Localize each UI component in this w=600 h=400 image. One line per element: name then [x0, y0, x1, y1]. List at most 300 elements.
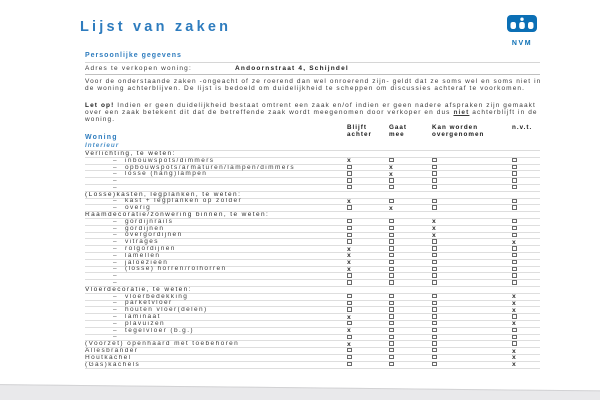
row-label — [85, 219, 343, 225]
dash: – — [113, 266, 119, 273]
row-label — [85, 307, 343, 313]
dash: – — [113, 164, 119, 171]
row-label-text: Allesbrander — [85, 348, 139, 355]
checkbox-box — [432, 307, 437, 311]
checkbox-box — [512, 246, 517, 250]
checkbox — [385, 232, 428, 238]
table-row — [85, 362, 540, 369]
nvm-logo-text: NVM — [511, 40, 533, 47]
nvm-logo-icon — [507, 15, 537, 34]
checkbox — [508, 165, 540, 171]
checkbox — [343, 273, 385, 279]
checkbox-box — [512, 199, 517, 203]
checkbox-box — [432, 171, 437, 175]
checkbox — [428, 260, 508, 266]
checkbox-box — [389, 246, 394, 250]
checkbox — [508, 334, 540, 340]
row-label — [85, 314, 343, 320]
checkbox-box — [389, 199, 394, 203]
checkbox-box — [389, 294, 394, 298]
checkbox — [385, 300, 428, 306]
checkbox-box — [347, 348, 352, 352]
checkbox — [428, 253, 508, 259]
checkbox — [343, 362, 385, 368]
row-label-text: kast + legplanken op zolder — [125, 198, 243, 205]
checkbox — [508, 171, 540, 177]
row-label — [85, 328, 343, 334]
row-label-text: parketvloer — [125, 300, 173, 307]
checkbox — [508, 198, 540, 204]
x-mark: x — [512, 362, 518, 368]
checkbox-box — [347, 355, 352, 359]
checkbox-box — [512, 219, 517, 223]
checkbox — [508, 158, 540, 164]
checkbox — [428, 178, 508, 184]
dash: – — [113, 246, 119, 253]
checkbox-box — [389, 219, 394, 223]
checkbox — [343, 355, 385, 361]
checkbox — [428, 294, 508, 300]
checkbox — [385, 314, 428, 320]
dash: – — [113, 232, 119, 239]
checkbox-box — [347, 219, 352, 223]
checkbox-box — [347, 280, 352, 284]
row-label-text: Raamdecoratie/zonwering binnen, te weten: — [85, 212, 270, 219]
row-label-text: overgordijnen — [125, 232, 183, 239]
x-mark: x — [432, 226, 438, 232]
dash: – — [113, 293, 119, 300]
checkbox-box — [389, 335, 394, 339]
checkbox-box — [432, 280, 437, 284]
checkbox — [428, 158, 508, 164]
column-header-nvt: n.v.t. — [512, 124, 533, 131]
checkbox-box — [432, 253, 437, 257]
checkbox-box — [389, 260, 394, 264]
checkbox — [385, 328, 428, 334]
checkbox-box — [432, 239, 437, 243]
checkbox-box — [512, 328, 517, 332]
column-header-gaat-mee: Gaat mee — [389, 124, 407, 138]
checkbox — [343, 300, 385, 306]
checkbox — [385, 239, 428, 245]
checkbox — [385, 185, 428, 191]
checkbox-box — [512, 335, 517, 339]
checkbox-box — [512, 185, 517, 189]
checkbox-box — [389, 233, 394, 237]
checkbox — [385, 219, 428, 225]
checkbox — [428, 321, 508, 327]
checkbox — [428, 171, 508, 177]
checkbox-box — [347, 239, 352, 243]
row-label — [85, 192, 343, 198]
checkbox — [385, 307, 428, 313]
row-label-text: Houtkachel — [85, 354, 132, 361]
row-label-text: gordijnrails — [125, 218, 174, 225]
table-group — [85, 124, 343, 149]
row-label — [85, 246, 343, 252]
dash: – — [113, 259, 119, 266]
checkbox — [428, 165, 508, 171]
row-label — [85, 165, 343, 171]
checkbox — [385, 321, 428, 327]
row-label — [85, 239, 343, 245]
checkbox-box — [347, 362, 352, 366]
group-subtitle: Interieur — [85, 142, 120, 149]
checkbox — [428, 266, 508, 272]
dash: – — [113, 307, 119, 314]
checkbox — [428, 328, 508, 334]
dash: – — [113, 205, 119, 212]
checkbox-box — [389, 178, 394, 182]
checkbox — [385, 260, 428, 266]
row-label-text: (Voorzet) openhaard met toebehoren — [85, 341, 240, 348]
checkbox-box — [512, 267, 517, 271]
checkbox — [343, 321, 385, 327]
column-header-blijft-achter: Blijft achter — [347, 124, 372, 138]
intro-paragraph: Voor de onderstaande zaken -ongeacht of ze roerend dan wel onroerend zijn- geldt dat ze soms wel en soms niet in de woning achterblijven. De lijst is bedoeld om duidelijkheid te scheppen om discussies achteraf te voorkomen. — [85, 78, 542, 92]
checkbox-box — [432, 165, 437, 169]
row-label-text: lamellen — [125, 252, 161, 259]
checkbox-box — [389, 348, 394, 352]
checkbox — [343, 171, 385, 177]
warning-emphasized: niet — [453, 108, 470, 116]
checkbox — [343, 226, 385, 232]
x-mark: x — [347, 314, 353, 320]
checkbox-box — [432, 260, 437, 264]
checkbox-box — [389, 267, 394, 271]
row-label — [85, 294, 343, 300]
row-label — [85, 253, 343, 259]
checkbox-box — [432, 314, 437, 318]
checkbox-box — [347, 205, 352, 209]
checkbox — [428, 300, 508, 306]
x-mark: x — [389, 164, 395, 170]
checkbox-box — [512, 233, 517, 237]
checkbox — [428, 341, 508, 347]
dash: – — [113, 218, 119, 225]
row-label-text: Vloerdecoratie, te weten: — [85, 286, 192, 293]
group-title: Woning — [85, 134, 118, 141]
row-label — [85, 280, 343, 286]
checkbox-box — [347, 335, 352, 339]
row-label — [85, 158, 343, 164]
checkbox-box — [347, 226, 352, 230]
checkbox — [428, 205, 508, 211]
row-label — [85, 171, 343, 177]
dash: – — [113, 178, 119, 185]
column-header-kan-worden-overgenomen: Kan worden overgenomen — [432, 124, 485, 138]
checkbox — [385, 246, 428, 252]
checkbox — [343, 307, 385, 313]
checkbox — [508, 266, 540, 272]
row-label — [85, 151, 343, 157]
dash: – — [113, 314, 119, 321]
row-label-text: laminaat — [125, 314, 161, 321]
warning-paragraph — [85, 103, 547, 123]
checkbox-box — [512, 280, 517, 284]
checkbox-box — [347, 321, 352, 325]
dash: – — [113, 225, 119, 232]
dash: – — [113, 252, 119, 259]
page-bottom-edge — [0, 384, 600, 400]
nvm-logo — [502, 15, 542, 47]
x-mark: x — [512, 294, 518, 300]
checkbox-box — [432, 205, 437, 209]
checkbox-box — [432, 328, 437, 332]
checkbox-box — [432, 341, 437, 345]
checkbox — [385, 198, 428, 204]
checkbox — [508, 226, 540, 232]
table-header — [85, 124, 540, 149]
checkbox-box — [347, 171, 352, 175]
checkbox — [385, 273, 428, 279]
dash: – — [113, 157, 119, 164]
checkbox-box — [432, 335, 437, 339]
x-mark: x — [389, 205, 395, 211]
checkbox — [508, 328, 540, 334]
checkbox — [508, 219, 540, 225]
row-label — [85, 232, 343, 238]
address-row — [85, 62, 540, 75]
checkbox — [343, 185, 385, 191]
row-label-text: jaloezieën — [125, 259, 169, 266]
dash: – — [113, 334, 119, 341]
checkbox — [428, 355, 508, 361]
checkbox — [428, 280, 508, 286]
checkbox-box — [432, 348, 437, 352]
checkbox-box — [512, 171, 517, 175]
checkbox — [385, 280, 428, 286]
checkbox-box — [432, 294, 437, 298]
row-label-text: tegelvloer (b.g.) — [125, 327, 194, 334]
warning-tail: achterblijft in de woning. — [85, 108, 538, 123]
checkbox — [508, 314, 540, 320]
checkbox — [343, 178, 385, 184]
row-label-text: overig — [125, 205, 152, 212]
x-mark: x — [512, 348, 518, 354]
dash: – — [113, 327, 119, 334]
checkbox-box — [347, 178, 352, 182]
checkbox — [343, 280, 385, 286]
row-label — [85, 334, 343, 340]
checkbox-box — [432, 185, 437, 189]
row-label — [85, 212, 343, 218]
checkbox — [428, 348, 508, 354]
checkbox — [508, 185, 540, 191]
x-mark: x — [347, 246, 353, 252]
row-label-text: plavuizen — [125, 320, 166, 327]
checkbox-box — [432, 267, 437, 271]
dash: – — [113, 171, 119, 178]
checkbox-box — [389, 341, 394, 345]
checkbox — [508, 341, 540, 347]
checkbox-box — [389, 273, 394, 277]
checkbox-box — [347, 307, 352, 311]
checkbox-box — [389, 239, 394, 243]
checkbox-box — [347, 165, 352, 169]
checkbox-box — [389, 185, 394, 189]
row-label-text: losse (hang)lampen — [125, 171, 208, 178]
checkbox — [343, 294, 385, 300]
x-mark: x — [512, 307, 518, 313]
checkbox — [428, 239, 508, 245]
row-label-text: vitrages — [125, 239, 159, 246]
dash: – — [113, 198, 119, 205]
x-mark: x — [432, 219, 438, 225]
x-mark: x — [347, 253, 353, 259]
checkbox — [508, 280, 540, 286]
checkbox — [385, 158, 428, 164]
row-label — [85, 362, 343, 368]
checkbox-box — [389, 314, 394, 318]
checkbox-box — [389, 355, 394, 359]
row-label — [85, 260, 343, 266]
row-label — [85, 178, 343, 184]
x-mark: x — [512, 300, 518, 306]
x-mark: x — [347, 158, 353, 164]
x-mark: x — [512, 321, 518, 327]
checkbox-box — [512, 314, 517, 318]
checkbox — [343, 205, 385, 211]
checkbox-box — [432, 273, 437, 277]
dash: – — [113, 280, 119, 287]
row-label-text: (Gas)kachels — [85, 361, 141, 368]
row-label — [85, 341, 343, 347]
checkbox-box — [389, 321, 394, 325]
row-label-text: rolgordijnen — [125, 246, 176, 253]
checkbox-box — [512, 341, 517, 345]
row-label-text: gordijnen — [125, 225, 165, 232]
checkbox-box — [512, 226, 517, 230]
checkbox — [343, 165, 385, 171]
checkbox-box — [347, 273, 352, 277]
dash: – — [113, 320, 119, 327]
checkbox-box — [432, 246, 437, 250]
row-label-text: inbouwspots/dimmers — [125, 157, 215, 164]
section-heading-personal: Persoonlijke gegevens — [85, 52, 182, 59]
checkbox-box — [347, 301, 352, 305]
row-label-text: (losse) horren/rolhorren — [125, 266, 227, 273]
checkbox — [385, 341, 428, 347]
checkbox — [385, 348, 428, 354]
checkbox-box — [512, 205, 517, 209]
checkbox-box — [347, 294, 352, 298]
checkbox — [343, 334, 385, 340]
checkbox-box — [432, 362, 437, 366]
checkbox-box — [432, 199, 437, 203]
checkbox — [343, 239, 385, 245]
x-mark: x — [347, 198, 353, 204]
row-label — [85, 273, 343, 279]
row-label — [85, 185, 343, 191]
checkbox-box — [512, 178, 517, 182]
checkbox — [508, 273, 540, 279]
checkbox — [428, 273, 508, 279]
checkbox-box — [389, 158, 394, 162]
checkbox — [343, 219, 385, 225]
checkbox-box — [512, 158, 517, 162]
checkbox-box — [512, 165, 517, 169]
checkbox — [428, 334, 508, 340]
checkbox-box — [389, 328, 394, 332]
x-mark: x — [347, 341, 353, 347]
checkbox — [385, 226, 428, 232]
checkbox — [428, 185, 508, 191]
row-label-text: Verlichting, te weten: — [85, 150, 176, 157]
checkbox — [508, 246, 540, 252]
checkbox-box — [389, 280, 394, 284]
x-mark: x — [347, 260, 353, 266]
dash: – — [113, 184, 119, 191]
warning-middle: Indien er geen duidelijkheid bestaat omtrent een zaak en/of indien er geen nadere afspraken zijn gemaakt over een zaak betekent dit dat de betreffende zaak wordt meegenomen door verkoper en dus — [85, 102, 536, 116]
checkbox-box — [389, 226, 394, 230]
row-label — [85, 226, 343, 232]
checkbox — [508, 178, 540, 184]
address-value: Andoornstraat 4, Schijndel — [235, 65, 349, 72]
checkbox — [428, 246, 508, 252]
checkbox-box — [389, 362, 394, 366]
checkbox — [508, 260, 540, 266]
checkbox-box — [432, 321, 437, 325]
checkbox-box — [512, 260, 517, 264]
row-label-text: opbouwspots/armaturen/lampen/dimmers — [125, 164, 295, 171]
checkbox — [508, 232, 540, 238]
x-mark: x — [347, 266, 353, 272]
row-label — [85, 321, 343, 327]
checkbox — [428, 307, 508, 313]
row-label — [85, 355, 343, 361]
checkbox — [343, 232, 385, 238]
checkbox — [385, 355, 428, 361]
checkbox-box — [389, 253, 394, 257]
items-table-body — [85, 150, 540, 369]
dash: – — [113, 300, 119, 307]
checkbox — [508, 253, 540, 259]
checkbox-box — [432, 158, 437, 162]
warning-bold-prefix: Let op! — [85, 102, 115, 109]
row-label-text: houten vloer(delen) — [125, 307, 208, 314]
row-label — [85, 300, 343, 306]
checkbox — [385, 294, 428, 300]
dash: – — [113, 239, 119, 246]
address-label: Adres te verkopen woning: — [85, 65, 192, 72]
checkbox-box — [512, 273, 517, 277]
checkbox — [385, 253, 428, 259]
x-mark: x — [432, 232, 438, 238]
row-label — [85, 205, 343, 211]
checkbox — [508, 205, 540, 211]
x-mark: x — [389, 171, 395, 177]
checkbox — [428, 198, 508, 204]
checkbox — [428, 362, 508, 368]
checkbox — [385, 178, 428, 184]
checkbox-box — [432, 178, 437, 182]
page-title: Lijst van zaken — [80, 19, 232, 35]
row-label — [85, 287, 343, 293]
checkbox-box — [432, 355, 437, 359]
checkbox-box — [389, 307, 394, 311]
row-label-text: vloerbedekking — [125, 293, 189, 300]
checkbox — [343, 348, 385, 354]
checkbox-box — [347, 233, 352, 237]
checkbox-box — [432, 301, 437, 305]
x-mark: x — [512, 239, 518, 245]
row-label — [85, 348, 343, 354]
checkbox — [385, 362, 428, 368]
checkbox — [385, 334, 428, 340]
row-label-text: (Losse)kasten, legplanken, te weten: — [85, 191, 242, 198]
checkbox — [385, 266, 428, 272]
